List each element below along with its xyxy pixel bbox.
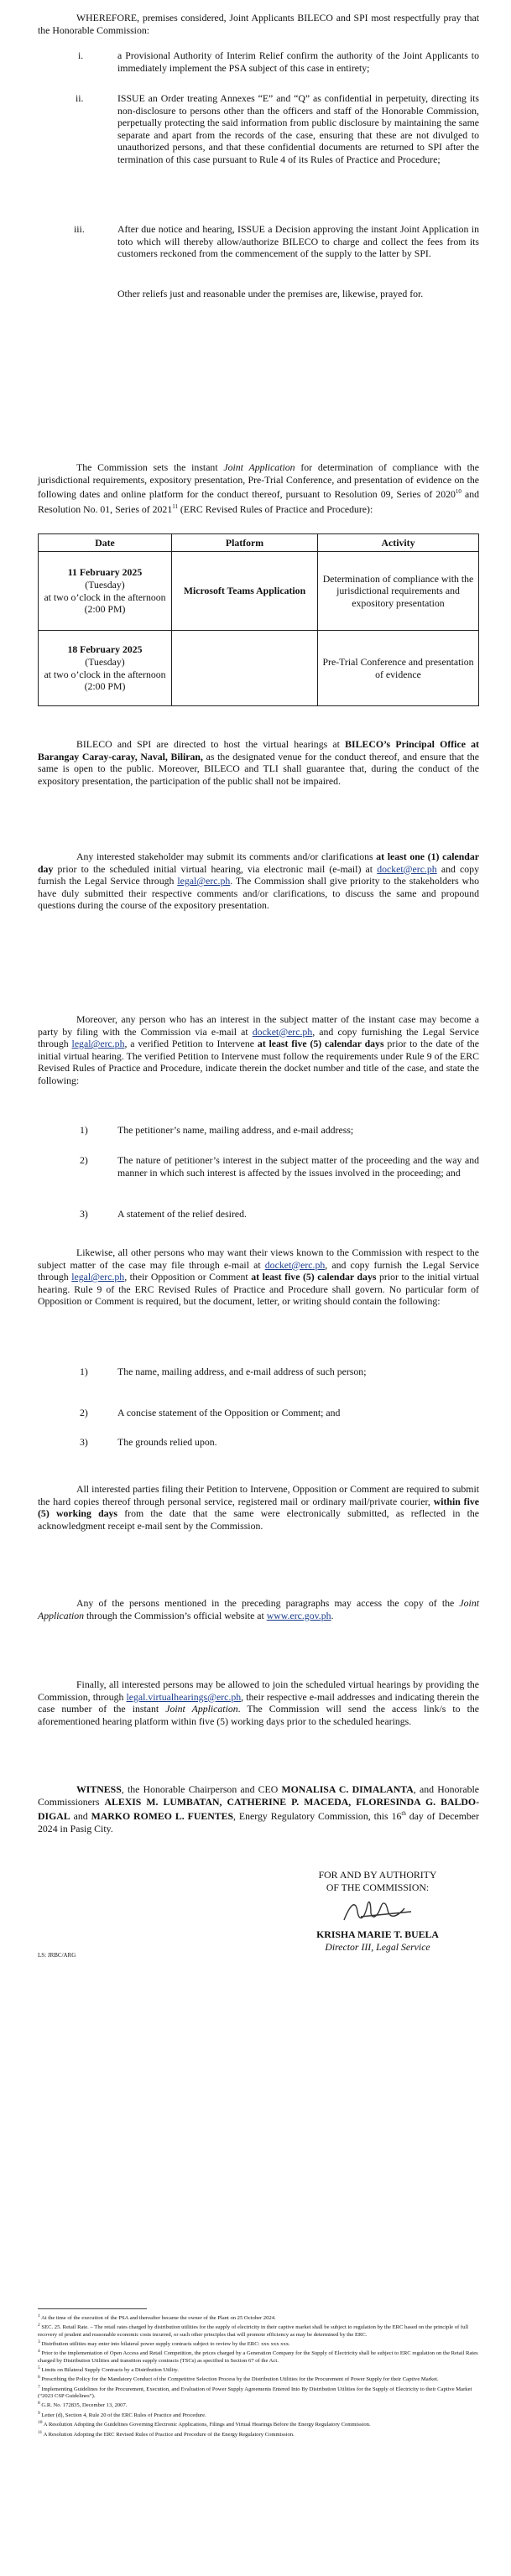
- docket-email-link[interactable]: docket@erc.ph: [377, 862, 437, 875]
- hearing-date: 11 February 2025: [67, 566, 143, 579]
- website-link[interactable]: www.erc.gov.ph: [266, 1609, 331, 1621]
- list-item: The nature of petitioner’s interest in the subject matter of the proceeding and the way and manner in which such interest is affected by the issues involved in the proceeding; and: [117, 1154, 479, 1179]
- hearing-time: at two o’clock in the afternoon (2:00 PM): [44, 668, 166, 693]
- list-number: 1): [80, 1124, 88, 1136]
- virtual-hearing-paragraph: Finally, all interested persons may be allowed to join the scheduled virtual hearings by providing the Commission, through legal.virtualhearings@erc.ph, their respective e-mail addresses and indicating therein the case number of the instant Joint Application. The Commission will send the access link/s to the aforementioned hearing platform within five (5) working days prior to the scheduled hearings.: [38, 1678, 480, 1727]
- legal-email-link[interactable]: legal@erc.ph: [177, 875, 231, 887]
- footnote-divider: [38, 2308, 147, 2309]
- witness-paragraph: WITNESS, the Honorable Chairperson and CEO MONALISA C. DIMALANTA, and Honorable Commissioners ALEXIS M. LUMBATAN, CATHERINE P. MACEDA, FLORESINDA G. BALDO-DIGAL and MARKO ROMEO L. FUENTES, Energy Regulatory Commission, this 16th day of December 2024 in Pasig City.: [38, 1783, 480, 1834]
- virtual-hearings-email-link[interactable]: legal.virtualhearings@erc.ph: [126, 1690, 242, 1703]
- signature-block: [277, 1869, 478, 1953]
- platform-cell: [172, 631, 318, 706]
- comments-paragraph: Any interested stakeholder may submit its comments and/or clarifications at least one (1) calendar day prior to the scheduled initial virtual hearing, via electronic mail (e-mail) at docket@erc.ph and copy furnish the Legal Service through legal@erc.ph. The Commission shall give priority to the stakeholders who have duly submitted their respective comments and/or clarifications, to discuss the same and propound questions during the course of the expository presentation.: [38, 851, 479, 912]
- footnote: $^1$ At the time of the execution of the PSA and thereafter became the owner of the Plant on 25 October 2024.: [38, 2313, 276, 2322]
- platform-name: Microsoft Teams Application: [183, 585, 306, 597]
- footnote: $^{10}$ A Resolution Adopting the Guidelines Governing Electronic Applications, Filings and Virtual Hearings Before the Energy Regulatory Commission.: [38, 2420, 371, 2428]
- footnote: $^8$ G.R. No. 172835, December 13, 2007.: [38, 2401, 128, 2409]
- schedule-paragraph: The Commission sets the instant Joint Application for determination of compliance with the jurisdictional requirements, expository presentation, Pre-Trial Conference, and presentation of evidence on the following dates and online platform for the conduct thereof, pursuant to Resolution 09, Series of 2020$^{10}$ and Resolution No. 01, Series of 2021$^{11}$ (ERC Revised Rules of Practice and Procedure):: [38, 461, 479, 515]
- docket-email-link[interactable]: docket@erc.ph: [264, 1258, 326, 1271]
- footnote: $^3$ Distribution utilities may enter into bilateral power supply contracts subject to review by the ERC: xxx xxx xxx.: [38, 2339, 290, 2348]
- footnote: $^6$ Prescribing the Policy for the Mandatory Conduct of the Competitive Selection Process by the Distribution Utilities for the Procurement of Power Supply for their Captive Market.: [38, 2375, 439, 2383]
- list-item: A concise statement of the Opposition or Comment; and: [117, 1407, 341, 1418]
- footnote: $^5$ Limits on Bilateral Supply Contracts by a Distribution Utility.: [38, 2365, 179, 2374]
- initials: LS: JRBC/ARG: [38, 1952, 76, 1959]
- legal-email-link[interactable]: legal@erc.ph: [71, 1038, 125, 1050]
- platform-cell: [172, 552, 318, 631]
- venue-paragraph: BILECO and SPI are directed to host the virtual hearings at BILECO’s Principal Office at Barangay Caray-caray, Naval, Biliran, as the designated venue for the conduct thereof, and ensure that the same is open to the public. Moreover, BILECO and TLI shall guarantee that, during the conduct of the expository presentation, the participation of the public shall not be impaired.: [38, 738, 479, 787]
- prayer-item-number: i.: [78, 49, 84, 61]
- intervene-paragraph: Moreover, any person who has an interest in the subject matter of the instant case may become a party by filing with the Commission via e-mail at docket@erc.ph, and copy furnishing the Legal Service through legal@erc.ph, a verified Petition to Intervene at least five (5) calendar days prior to the date of the initial virtual hearing. The verified Petition to Intervene must follow the requirements under Rule 9 of the ERC Revised Rules of Practice and Procedure, indicate therein the docket number and title of the case, and state the following:: [38, 1013, 479, 1086]
- prayer-item: a Provisional Authority of Interim Relief confirm the authority of the Joint Applicants to immediately implement the PSA subject of this case in entirety;: [117, 49, 479, 74]
- hearing-date: 18 February 2025: [67, 643, 143, 656]
- footnote: $^4$ Prior to the implementation of Open Access and Retail Competition, the prices charged by a Generation Company for the Supply of Electricity shall be subject to ERC regulation on the Retail Rates charged by Distribution Utilities and transition supply contracts (TSCs) as specified in Section 67 of the Act.: [38, 2349, 478, 2364]
- hearing-day: (Tuesday): [85, 578, 125, 591]
- list-item: The grounds relied upon.: [117, 1436, 217, 1448]
- list-number: 2): [80, 1154, 88, 1166]
- footnote: $^{11}$ A Resolution Adopting the ERC Revised Rules of Practice and Procedure of the Energy Regulatory Commission.: [38, 2429, 295, 2438]
- prayer-intro: WHEREFORE, premises considered, Joint Applicants BILECO and SPI most respectfully pray that the Honorable Commission:: [38, 12, 479, 36]
- prayer-item-number: iii.: [74, 223, 85, 235]
- hearing-day: (Tuesday): [85, 655, 125, 668]
- list-item: A statement of the relief desired.: [117, 1208, 247, 1220]
- authority-line: FOR AND BY AUTHORITY: [318, 1869, 437, 1881]
- signatory-title: Director III, Legal Service: [325, 1940, 430, 1953]
- footnote: $^2$ SEC. 25. Retail Rate. – The retail rates charged by distribution utilities for the supply of electricity in their captive market shall be subject to regulation by the ERC based on the principle of full recovery of prudent and reasonable economic costs incurred, or such other principles that will promote efficiency as may be determined by the ERC.: [38, 2323, 469, 2338]
- handwritten-signature: [327, 1895, 428, 1928]
- table-row: [39, 631, 479, 706]
- other-reliefs: Other reliefs just and reasonable under the premises are, likewise, prayed for.: [117, 288, 424, 299]
- footnote: $^7$ Implementing Guidelines for the Procurement, Execution, and Evaluation of Power Supply Agreements Entered Into By Distribution Utilities for the Supply of Electricity to their Captive Market (“2023 CSP Guidelines”).: [38, 2384, 472, 2400]
- activity-cell: Determination of compliance with the jurisdictional requirements and expository presentation: [318, 552, 479, 631]
- footnote: $^9$ Letter (d), Section 4, Rule 20 of the ERC Rules of Practice and Procedure.: [38, 2410, 206, 2418]
- list-item: The name, mailing address, and e-mail address of such person;: [117, 1366, 367, 1377]
- list-number: 3): [80, 1436, 88, 1448]
- list-number: 2): [80, 1407, 88, 1418]
- table-row: [39, 552, 479, 631]
- prayer-item: After due notice and hearing, ISSUE a Decision approving the instant Joint Application in toto which will thereby allow/authorize BILECO to charge and collect the fees from its customers reckoned from the commencement of the supply to the latter by SPI.: [117, 223, 479, 260]
- activity-cell: Pre-Trial Conference and presentation of evidence: [318, 631, 479, 706]
- access-paragraph: Any of the persons mentioned in the preceding paragraphs may access the copy of the Joint Application through the Commission’s official website at www.erc.gov.ph.: [38, 1597, 479, 1621]
- prayer-item-number: ii.: [76, 92, 84, 104]
- list-number: 3): [80, 1208, 88, 1220]
- list-number: 1): [80, 1366, 88, 1377]
- legal-email-link[interactable]: legal@erc.ph: [71, 1271, 125, 1283]
- list-item: The petitioner’s name, mailing address, and e-mail address;: [117, 1124, 354, 1136]
- prayer-item: ISSUE an Order treating Annexes “E” and “Q” as confidential in perpetuity, directing its non-disclosure to persons other than the officers and staff of the Honorable Commission, perpetually protecting the said information from public disclosure by maintaining the same separate and apart from the records of the case, ensuring that these are not divulged to unauthorized persons, and that these confidential documents are returned to SPI after the termination of this case pursuant to Rule 4 of its Rules of Practice and Procedure;: [117, 92, 479, 165]
- docket-email-link[interactable]: docket@erc.ph: [252, 1025, 313, 1038]
- hard-copy-paragraph: All interested parties filing their Petition to Intervene, Opposition or Comment are required to submit the hard copies thereof through personal service, registered mail or ordinary mail/private courier, within five (5) working days from the date that the same were electronically submitted, as reflected in the acknowledgment receipt e-mail sent by the Commission.: [38, 1483, 479, 1532]
- hearing-schedule-table: [38, 533, 479, 706]
- footnotes: [38, 2313, 479, 2438]
- table-header-row: [39, 534, 479, 552]
- signatory-name: KRISHA MARIE T. BUELA: [316, 1928, 439, 1941]
- authority-line: OF THE COMMISSION:: [326, 1881, 430, 1893]
- date-cell: [39, 552, 172, 631]
- hearing-time: at two o’clock in the afternoon (2:00 PM): [44, 591, 166, 616]
- column-header-activity: Activity: [318, 534, 479, 552]
- column-header-platform: Platform: [172, 534, 318, 552]
- opposition-paragraph: Likewise, all other persons who may want their views known to the Commission with respect to the subject matter of the case may file through e-mail at docket@erc.ph, and copy furnish the Legal Service through legal@erc.ph, their Opposition or Comment at least five (5) calendar days prior to the initial virtual hearing. Rule 9 of the ERC Revised Rules of Practice and Procedure shall govern. No particular form of Opposition or Comment is required, but the document, letter, or writing should contain the following:: [38, 1246, 480, 1308]
- date-cell: [39, 631, 172, 706]
- column-header-date: Date: [39, 534, 172, 552]
